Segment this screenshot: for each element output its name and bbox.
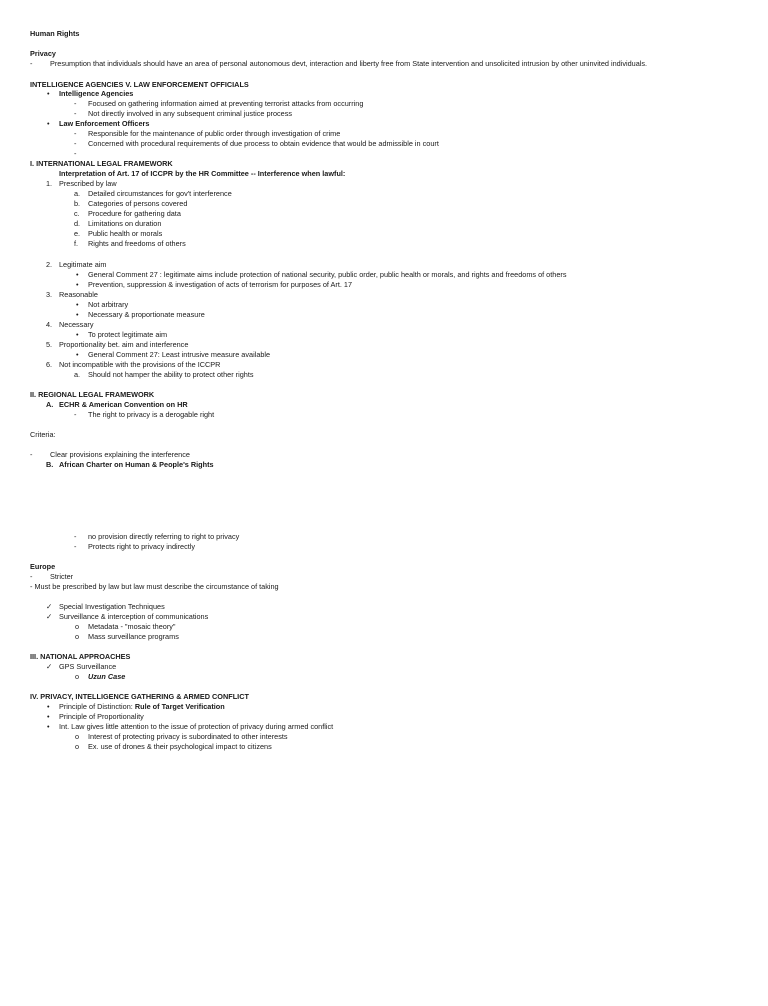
letter-marker: a. bbox=[74, 370, 81, 379]
bullet-marker: • bbox=[76, 330, 79, 339]
armed-bullet-1 bbox=[59, 702, 225, 712]
law-item: Concerned with procedural requirements of due process to obtain evidence that would be admissible in court bbox=[88, 139, 439, 148]
document-title: Human Rights bbox=[30, 29, 80, 38]
bullet-marker: • bbox=[76, 350, 79, 359]
dash-marker: - bbox=[74, 129, 77, 138]
bullet-marker: • bbox=[76, 310, 79, 319]
criteria-label: Criteria: bbox=[30, 430, 56, 439]
intl-item-3-bullet: Necessary & proportionate measure bbox=[88, 310, 205, 319]
intl-item-5-bullet: General Comment 27: Least intrusive measure available bbox=[88, 350, 271, 359]
regional-heading: II. REGIONAL LEGAL FRAMEWORK bbox=[30, 390, 155, 399]
regional-a-item: The right to privacy is a derogable right bbox=[88, 410, 215, 419]
intl-item-1: Prescribed by law bbox=[59, 179, 117, 188]
armed-bullet-3: Int. Law gives little attention to the issue of protection of privacy during armed conflict bbox=[59, 722, 334, 731]
circle-marker: o bbox=[75, 732, 80, 741]
checkmark-icon: ✓ bbox=[46, 612, 53, 621]
intl-item-1-sub: Procedure for gathering data bbox=[88, 209, 181, 218]
dash-marker: - bbox=[30, 59, 33, 68]
dash-marker: - bbox=[74, 109, 77, 118]
intl-item-6-sub: Should not hamper the ability to protect other rights bbox=[88, 370, 254, 379]
regional-b-item: no provision directly referring to right to privacy bbox=[88, 532, 240, 541]
regional-b-item: Protects right to privacy indirectly bbox=[88, 542, 196, 551]
letter-marker: d. bbox=[74, 219, 81, 228]
national-heading: III. NATIONAL APPROACHES bbox=[30, 652, 131, 661]
intl-item-1-sub: Categories of persons covered bbox=[88, 199, 188, 208]
bullet-marker: • bbox=[47, 89, 50, 98]
letter-marker: f. bbox=[74, 239, 79, 248]
number-marker: 2. bbox=[46, 260, 53, 269]
circle-marker: o bbox=[75, 672, 80, 681]
intl-heading: I. INTERNATIONAL LEGAL FRAMEWORK bbox=[30, 159, 173, 168]
dash-marker: - bbox=[74, 99, 77, 108]
checkmark-icon: ✓ bbox=[46, 662, 53, 671]
letter-marker: b. bbox=[74, 199, 81, 208]
agencies-heading: INTELLIGENCE AGENCIES V. LAW ENFORCEMENT OFFICIALS bbox=[30, 80, 249, 89]
intel-label: Intelligence Agencies bbox=[59, 89, 134, 98]
armed-bullet-2: Principle of Proportionality bbox=[59, 712, 144, 721]
intel-item: Focused on gathering information aimed at preventing terrorist attacks from occurring bbox=[88, 99, 364, 108]
number-marker: 5. bbox=[46, 340, 53, 349]
privacy-definition: Presumption that individuals should have an area of personal autonomous devt, interaction and liberty free from State intervention and unsolicited intrusion by other uninvited individuals. bbox=[50, 59, 648, 68]
intl-item-5: Proportionality bet. aim and interference bbox=[59, 340, 189, 349]
letter-marker: a. bbox=[74, 189, 81, 198]
europe-check-item: Surveillance & interception of communications bbox=[59, 612, 209, 621]
number-marker: 3. bbox=[46, 290, 53, 299]
dash-marker: - bbox=[74, 532, 77, 541]
europe-sub-item: Metadata - "mosaic theory" bbox=[88, 622, 176, 631]
intl-item-2-bullet: General Comment 27 : legitimate aims include protection of national security, public order, public health or morals, and rights and freedoms of others bbox=[88, 270, 567, 279]
national-check-item: GPS Surveillance bbox=[59, 662, 117, 671]
intl-item-2-bullet: Prevention, suppression & investigation of acts of terrorism for purposes of Art. 17 bbox=[88, 280, 353, 289]
checkmark-icon: ✓ bbox=[46, 602, 53, 611]
europe-sub-item: Mass surveillance programs bbox=[88, 632, 179, 641]
letter-marker: A. bbox=[46, 400, 54, 409]
armed-sub-item: Interest of protecting privacy is subordinated to other interests bbox=[88, 732, 288, 741]
intl-item-1-sub: Public health or morals bbox=[88, 229, 163, 238]
letter-marker: e. bbox=[74, 229, 81, 238]
intl-subheading: Interpretation of Art. 17 of ICCPR by the HR Committee -- Interference when lawful: bbox=[59, 169, 346, 178]
armed-sub-item: Ex. use of drones & their psychological impact to citizens bbox=[88, 742, 272, 751]
national-sub-item: Uzun Case bbox=[88, 672, 126, 681]
dash-marker: - bbox=[74, 542, 77, 551]
bullet-marker: • bbox=[76, 270, 79, 279]
letter-marker: c. bbox=[74, 209, 80, 218]
dash-marker: - bbox=[74, 139, 77, 148]
dash-marker: - bbox=[74, 410, 77, 419]
intl-item-1-sub: Limitations on duration bbox=[88, 219, 162, 228]
bullet-marker: • bbox=[47, 119, 50, 128]
europe-note: - Must be prescribed by law but law must describe the circumstance of taking bbox=[30, 582, 279, 591]
europe-stricter: Stricter bbox=[50, 572, 74, 581]
privacy-heading: Privacy bbox=[30, 49, 56, 58]
intl-item-4-bullet: To protect legitimate aim bbox=[88, 330, 168, 339]
number-marker: 6. bbox=[46, 360, 53, 369]
bullet-marker: • bbox=[47, 702, 50, 711]
circle-marker: o bbox=[75, 742, 80, 751]
dash-marker: - bbox=[30, 450, 33, 459]
number-marker: 1. bbox=[46, 179, 53, 188]
intl-item-1-sub: Detailed circumstances for gov't interference bbox=[88, 189, 232, 198]
circle-marker: o bbox=[75, 622, 80, 631]
intl-item-4: Necessary bbox=[59, 320, 94, 329]
criteria-item: Clear provisions explaining the interference bbox=[50, 450, 190, 459]
armed-bullet-1-prefix: Principle of Distinction: bbox=[59, 702, 135, 711]
intl-item-2: Legitimate aim bbox=[59, 260, 107, 269]
intl-item-6: Not incompatible with the provisions of the ICCPR bbox=[59, 360, 221, 369]
intl-item-3-bullet: Not arbitrary bbox=[88, 300, 129, 309]
letter-marker: B. bbox=[46, 460, 54, 469]
bullet-marker: • bbox=[76, 300, 79, 309]
regional-b-label: African Charter on Human & People's Rights bbox=[59, 460, 214, 469]
dash-marker: - bbox=[30, 572, 33, 581]
bullet-marker: • bbox=[76, 280, 79, 289]
armed-bullet-1-bold: Rule of Target Verification bbox=[134, 702, 225, 711]
law-label: Law Enforcement Officers bbox=[59, 119, 150, 128]
bullet-marker: • bbox=[47, 712, 50, 721]
europe-check-item: Special Investigation Techniques bbox=[59, 602, 165, 611]
intl-item-1-sub: Rights and freedoms of others bbox=[88, 239, 186, 248]
circle-marker: o bbox=[75, 632, 80, 641]
bullet-marker: • bbox=[47, 722, 50, 731]
intel-item: Not directly involved in any subsequent criminal justice process bbox=[88, 109, 293, 118]
armed-heading: IV. PRIVACY, INTELLIGENCE GATHERING & ARMED CONFLICT bbox=[30, 692, 249, 701]
intl-item-3: Reasonable bbox=[59, 290, 98, 299]
dash-marker: - bbox=[74, 149, 77, 158]
number-marker: 4. bbox=[46, 320, 53, 329]
law-item: Responsible for the maintenance of public order through investigation of crime bbox=[88, 129, 341, 138]
europe-heading: Europe bbox=[30, 562, 56, 571]
regional-a-label: ECHR & American Convention on HR bbox=[59, 400, 188, 409]
